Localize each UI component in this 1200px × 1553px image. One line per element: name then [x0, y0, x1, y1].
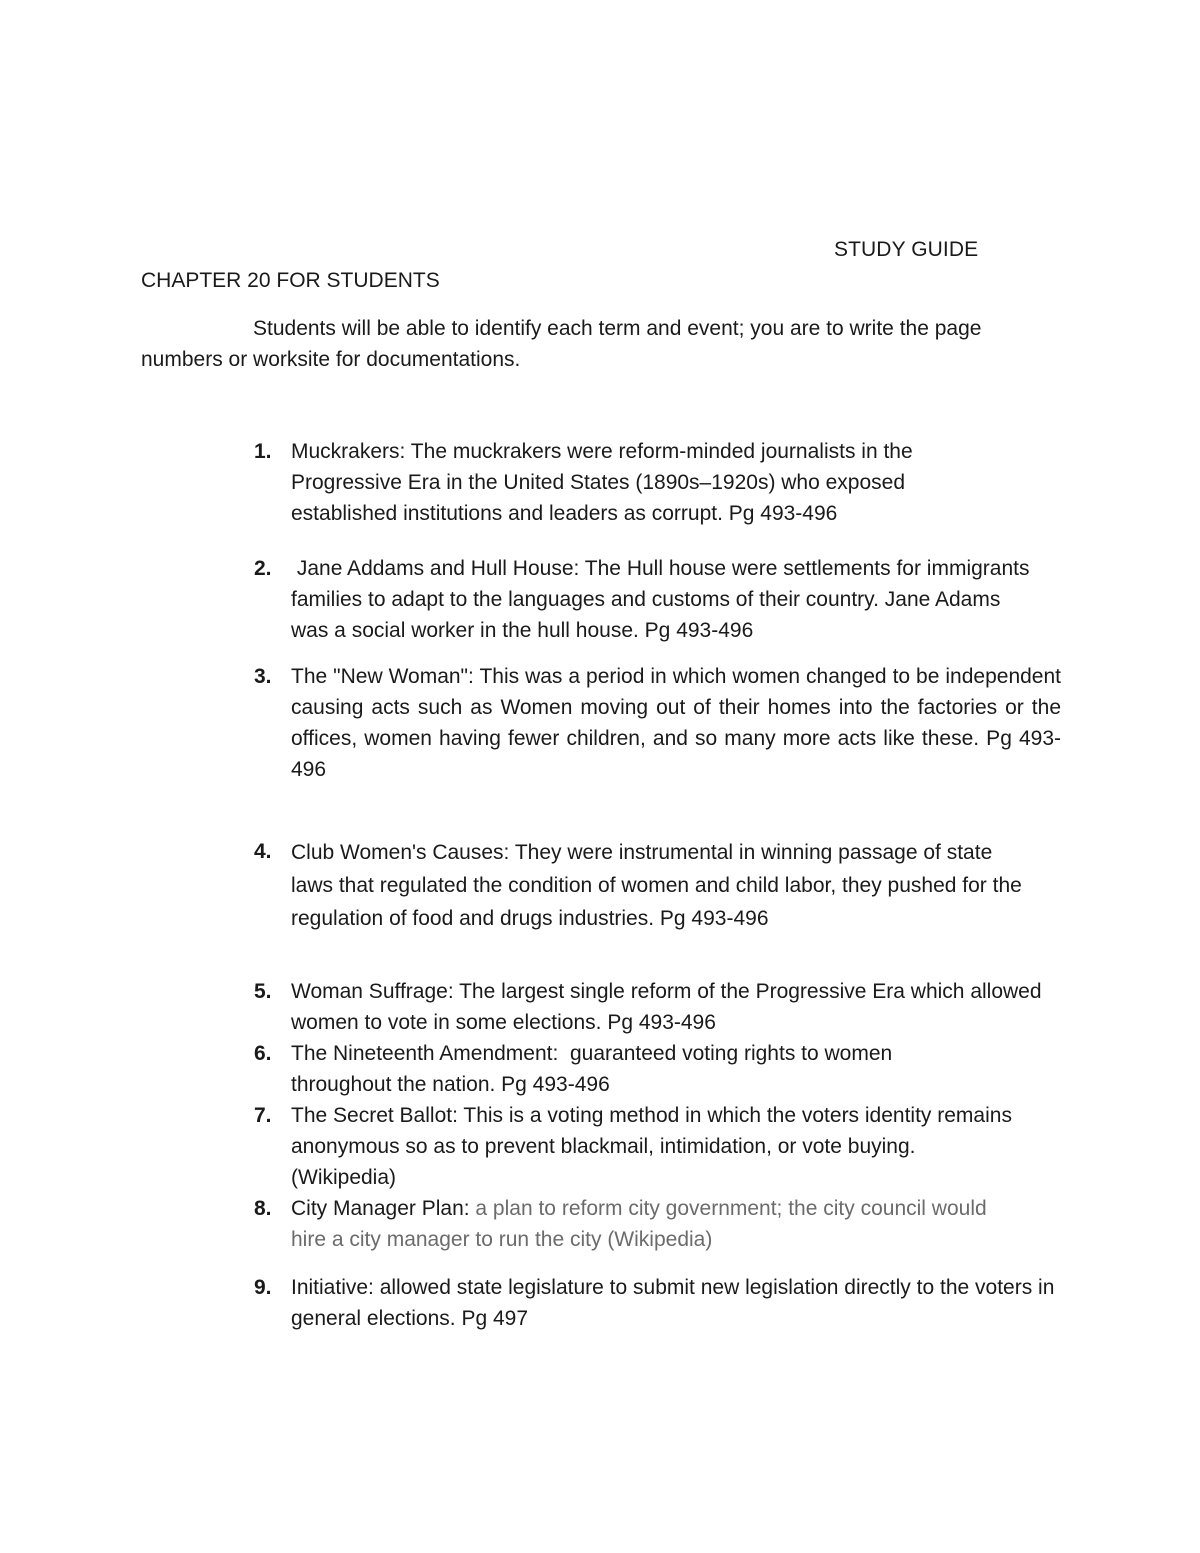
list-item-text: Initiative: allowed state legislature to submit new legislation directly to the voters in general elections. Pg 497: [291, 1276, 1055, 1330]
list-item-number: 5.: [254, 980, 272, 1003]
list-item-number: 8.: [254, 1197, 272, 1220]
study-guide-heading: STUDY GUIDE: [834, 238, 979, 261]
list-item-number: 1.: [254, 440, 272, 463]
list-item-text: The Nineteenth Amendment: guaranteed voting rights to women throughout the nation. Pg 493-496: [291, 1042, 899, 1096]
chapter-title: CHAPTER 20 FOR STUDENTS: [141, 269, 440, 292]
list-item-text: The Secret Ballot: This is a voting method in which the voters identity remains anonymous so as to prevent blackmail, intimidation, or vote buying. (Wikipedia): [291, 1104, 1018, 1189]
list-item-number: 7.: [254, 1104, 272, 1127]
intro-paragraph: Students will be able to identify each term and event; you are to write the page numbers or worksite for documentations.: [141, 317, 982, 371]
list-item-text: Club Women's Causes: They were instrumental in winning passage of state laws that regulated the condition of women and child labor, they pushed for the regulation of food and drugs industries. Pg 493-496: [291, 841, 1022, 930]
list-item-text: [291, 1193, 1021, 1255]
list-item-number: 9.: [254, 1276, 272, 1299]
list-item-number: 4.: [254, 840, 272, 863]
list-item-term: City Manager Plan:: [291, 1197, 476, 1220]
list-item-number: 2.: [254, 557, 272, 580]
list-item-number: 6.: [254, 1042, 272, 1065]
list-item-text: Woman Suffrage: The largest single reform of the Progressive Era which allowed women to vote in some elections. Pg 493-496: [291, 980, 1042, 1034]
list-item-text: Muckrakers: The muckrakers were reform-minded journalists in the Progressive Era in the United States (1890s–1920s) who exposed established institutions and leaders as corrupt. Pg 493-496: [291, 440, 913, 525]
list-item-text: The "New Woman": This was a period in which women changed to be independent causing acts such as Women moving out of their homes into the factories or the offices, women having fewer children, and so many more acts like these. Pg 493-496: [291, 665, 1061, 781]
list-item-number: 3.: [254, 665, 272, 688]
list-item-definition: a plan to reform city government; the city council would hire a city manager to run the city (Wikipedia): [291, 1197, 987, 1251]
list-item-text: Jane Addams and Hull House: The Hull house were settlements for immigrants families to adapt to the languages and customs of their country. Jane Adams was a social worker in the hull house. Pg 493-496: [291, 557, 1036, 642]
